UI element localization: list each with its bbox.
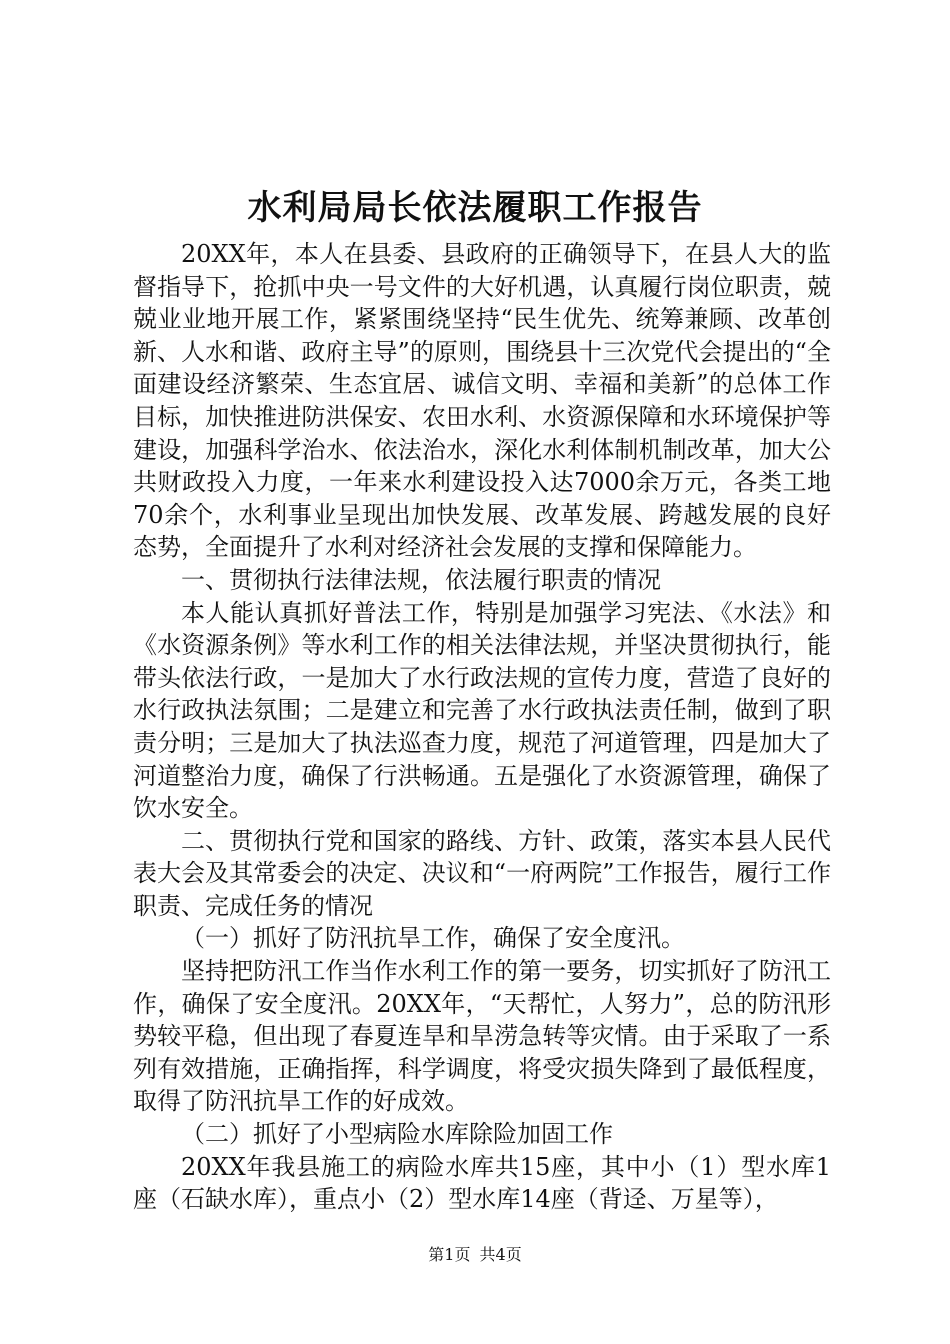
paragraph-intro: 20XX年，本人在县委、县政府的正确领导下，在县人大的监督指导下，抢抓中央一号文件的大好机遇，认真履行岗位职责，兢兢业业地开展工作，紧紧围绕坚持“民生优先、统筹兼顾、改革创新、人水和谐、政府主导”的原则，围绕县十三次党代会提出的“全面建设经济繁荣、生态宜居、诚信文明、幸福和美新”的总体工作目标，加快推进防洪保安、农田水利、水资源保障和水环境保护等建设，加强科学治水、依法治水，深化水利体制机制改革，加大公共财政投入力度，一年来水利建设投入达7000余万元，各类工地70余个，水利事业呈现出加快发展、改革发展、跨越发展的良好态势，全面提升了水利对经济社会发展的支撑和保障能力。 (133, 240, 831, 562)
paragraph-reservoir: 20XX年我县施工的病险水库共15座，其中小（1）型水库1座（石缺水库），重点小（2）型水库14座（背迳、万星等）， (133, 1152, 831, 1214)
page-footer (0, 1245, 950, 1265)
document-title: 水利局局长依法履职工作报告 (247, 188, 703, 228)
paragraph-law: 本人能认真抓好普法工作，特别是加强学习宪法、《水法》和《水资源条例》等水利工作的相关法律法规，并坚决贯彻执行，能带头依法行政，一是加大了水行政法规的宣传力度，营造了良好的水行政执法氛围；二是建立和完善了水行政执法责任制，做到了职责分明；三是加大了执法巡查力度，规范了河道管理，四是加大了河道整治力度，确保了行洪畅通。五是强化了水资源管理，确保了饮水安全。 (133, 598, 831, 823)
subsection-heading-2: （二）抓好了小型病险水库除险加固工作 (181, 1120, 613, 1149)
page-total: 共4页 (479, 1245, 522, 1264)
page-number: 第1页 (428, 1245, 471, 1264)
document-body (133, 238, 831, 1216)
section-heading-2: 二、贯彻执行党和国家的路线、方针、政策，落实本县人民代表大会及其常委会的决定、决议和“一府两院”工作报告，履行工作职责、完成任务的情况 (133, 826, 831, 920)
subsection-heading-1: （一）抓好了防汛抗旱工作，确保了安全度汛。 (181, 924, 685, 953)
section-heading-1: 一、贯彻执行法律法规，依法履行职责的情况 (181, 565, 661, 594)
paragraph-flood: 坚持把防汛工作当作水利工作的第一要务，切实抓好了防汛工作，确保了安全度汛。20XX年，“天帮忙，人努力”，总的防汛形势较平稳，但出现了春夏连旱和旱涝急转等灾情。由于采取了一系列有效措施，正确指挥，科学调度，将受灾损失降到了最低程度，取得了防汛抗旱工作的好成效。 (133, 957, 831, 1116)
